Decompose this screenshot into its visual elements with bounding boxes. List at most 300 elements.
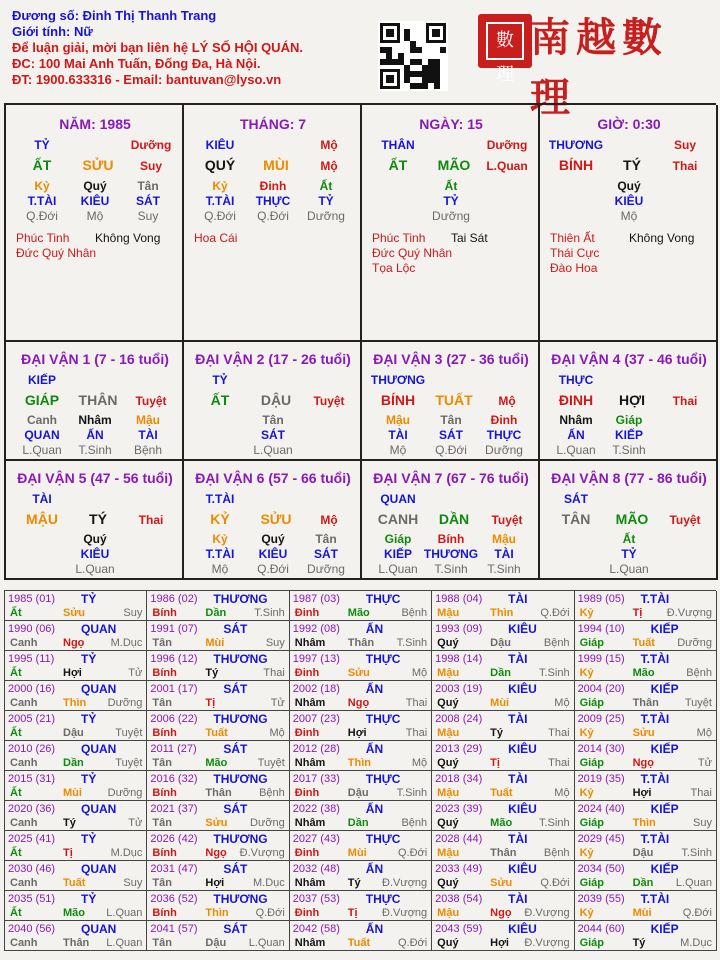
year-god: TÀI bbox=[508, 652, 528, 666]
year-god: SÁT bbox=[223, 682, 248, 696]
year-phase: Dưỡng bbox=[107, 697, 143, 709]
brand-logo: 南越數理 bbox=[530, 14, 668, 121]
year-god: ẤN bbox=[365, 682, 384, 696]
dai-van-cell bbox=[362, 342, 540, 461]
year-branch: Thìn bbox=[632, 817, 656, 829]
year-phase: Suy bbox=[692, 817, 712, 829]
year-cell bbox=[575, 711, 717, 741]
year-phase: L.Quan bbox=[675, 877, 712, 889]
year-label: 1996 (12) bbox=[150, 653, 198, 665]
star-right: Tai Sát bbox=[451, 231, 488, 245]
year-god: TỶ bbox=[81, 832, 97, 846]
year-branch: Tý bbox=[490, 727, 504, 739]
hidden-god: THỰC bbox=[486, 428, 522, 442]
hidden-god: TỶ bbox=[443, 194, 459, 208]
dai-van-god: THƯƠNG bbox=[370, 373, 426, 387]
year-phase: Tuyệt bbox=[115, 727, 143, 739]
hidden-phase: Bệnh bbox=[133, 443, 163, 457]
year-phase: Đ.Vượng bbox=[239, 847, 285, 859]
year-cell bbox=[575, 831, 717, 861]
year-cell bbox=[147, 711, 289, 741]
year-branch: Dậu bbox=[490, 637, 511, 649]
year-god: THỰC bbox=[365, 712, 401, 726]
dai-van-cell bbox=[6, 461, 184, 580]
year-stem: Bính bbox=[152, 847, 177, 859]
earthly-branch: SỬU bbox=[82, 157, 114, 173]
year-label: 2041 (57) bbox=[150, 923, 198, 935]
year-god: KIÊU bbox=[508, 862, 537, 876]
header-line: ĐT: 1900.633316 - Email: bantuvan@lyso.vn bbox=[12, 72, 282, 87]
year-phase: Tuyệt bbox=[115, 757, 143, 769]
year-god: T.TÀI bbox=[640, 832, 670, 846]
year-god: KIÊU bbox=[508, 622, 537, 636]
pillar-title: NGÀY: 15 bbox=[419, 116, 483, 132]
hidden-god: ẤN bbox=[567, 428, 585, 442]
year-label: 1997 (13) bbox=[292, 653, 340, 665]
year-cell bbox=[290, 741, 432, 771]
year-phase: Thai bbox=[405, 727, 428, 739]
star-left: Thái Cực bbox=[550, 246, 600, 260]
hidden-stem: Bính bbox=[437, 532, 465, 546]
hidden-stem: Tân bbox=[262, 413, 284, 427]
year-cell bbox=[290, 651, 432, 681]
year-cell bbox=[290, 831, 432, 861]
year-phase: Mộ bbox=[696, 727, 712, 739]
year-branch: Thìn bbox=[347, 757, 371, 769]
dai-van-stem: BÍNH bbox=[380, 392, 416, 408]
year-branch: Dậu bbox=[347, 787, 369, 799]
dai-van-title: ĐẠI VẬN 1 (7 - 16 tuổi) bbox=[21, 351, 169, 367]
chart-header bbox=[0, 0, 720, 121]
year-stem: Nhâm bbox=[294, 757, 326, 769]
dai-van-branch: DẦN bbox=[438, 511, 470, 527]
year-god: TÀI bbox=[508, 892, 528, 906]
year-god: TỶ bbox=[81, 592, 97, 606]
hidden-phase: Q.Đới bbox=[204, 209, 236, 223]
year-stem: Nhâm bbox=[294, 937, 326, 949]
hidden-god: KIÊU bbox=[80, 547, 110, 561]
year-god: TỶ bbox=[81, 712, 97, 726]
year-label: 2018 (34) bbox=[435, 773, 483, 785]
year-label: 2012 (28) bbox=[292, 743, 340, 755]
hidden-stem: Ất bbox=[319, 179, 333, 193]
year-label: 2013 (29) bbox=[435, 743, 483, 755]
year-god: KIẾP bbox=[650, 682, 679, 696]
dai-van-branch: TUẤT bbox=[435, 392, 473, 408]
year-cell bbox=[147, 771, 289, 801]
year-label: 2003 (19) bbox=[435, 683, 483, 695]
hidden-stem: Ất bbox=[444, 179, 458, 193]
year-god: THƯƠNG bbox=[213, 772, 268, 786]
hidden-phase: Dưỡng bbox=[307, 562, 345, 576]
year-label: 1991 (07) bbox=[150, 623, 198, 635]
year-god: KIÊU bbox=[508, 742, 537, 756]
year-stem: Mậu bbox=[437, 727, 460, 739]
star-right: Không Vong bbox=[629, 231, 695, 245]
qr-code bbox=[378, 21, 448, 91]
year-branch: Mão bbox=[63, 907, 85, 919]
dai-van-phase: Mộ bbox=[498, 394, 516, 408]
pillar-god: THÂN bbox=[381, 138, 415, 152]
year-stem: Giáp bbox=[579, 637, 605, 649]
year-phase: M.Dục bbox=[253, 877, 285, 889]
year-stem: Ất bbox=[10, 847, 22, 859]
year-branch: Dần bbox=[205, 607, 227, 619]
year-stem: Canh bbox=[10, 937, 38, 949]
year-branch: Ngọ bbox=[632, 757, 654, 769]
year-cell bbox=[147, 621, 289, 651]
year-phase: Thai bbox=[263, 667, 285, 679]
year-god: QUAN bbox=[81, 922, 117, 936]
year-stem: Canh bbox=[10, 637, 38, 649]
year-branch: Sửu bbox=[490, 877, 513, 889]
year-cell bbox=[290, 591, 432, 621]
year-god: KIẾP bbox=[650, 862, 679, 876]
year-branch: Mùi bbox=[490, 697, 510, 709]
hidden-phase: Dưỡng bbox=[307, 209, 345, 223]
year-label: 2016 (32) bbox=[150, 773, 198, 785]
year-cell bbox=[290, 621, 432, 651]
year-stem: Kỷ bbox=[579, 907, 594, 919]
year-branch: Tý bbox=[63, 817, 76, 829]
year-cell bbox=[147, 861, 289, 891]
dai-van-phase: Tuyệt bbox=[135, 394, 167, 408]
dai-van-title: ĐẠI VẬN 2 (17 - 26 tuổi) bbox=[195, 351, 351, 367]
dai-van-title: ĐẠI VẬN 4 (37 - 46 tuổi) bbox=[551, 351, 707, 367]
year-branch: Sửu bbox=[205, 817, 228, 829]
dai-van-stem: MẬU bbox=[26, 511, 58, 527]
hidden-god: KIÊU bbox=[258, 547, 288, 561]
year-god: THỰC bbox=[365, 592, 401, 606]
dai-van-title: ĐẠI VẬN 3 (27 - 36 tuổi) bbox=[373, 351, 529, 367]
pillar-phase-top: Dưỡng bbox=[130, 138, 172, 152]
hidden-god: TÀI bbox=[388, 428, 408, 442]
header-line: Giới tính: Nữ bbox=[12, 24, 93, 39]
year-phase: Đ.Vượng bbox=[524, 937, 570, 949]
star-left: Tọa Lộc bbox=[372, 261, 416, 275]
year-label: 2005 (21) bbox=[8, 713, 56, 725]
year-stem: Tân bbox=[152, 817, 172, 829]
hidden-god: TỶ bbox=[318, 194, 334, 208]
year-branch: Tuất bbox=[490, 787, 513, 799]
hidden-phase: L.Quan bbox=[378, 562, 418, 576]
year-branch: Mùi bbox=[347, 847, 367, 859]
dai-van-god: QUAN bbox=[380, 492, 416, 506]
hidden-stem: Mậu bbox=[386, 413, 410, 427]
hidden-god: THƯƠNG bbox=[423, 547, 479, 561]
year-god: QUAN bbox=[81, 742, 117, 756]
year-cell bbox=[290, 771, 432, 801]
year-phase: Đ.Vượng bbox=[524, 907, 570, 919]
year-branch: Thân bbox=[63, 937, 90, 949]
dai-van-cell bbox=[6, 342, 184, 461]
year-stem: Giáp bbox=[579, 817, 605, 829]
year-phase: Q.Đới bbox=[255, 907, 285, 919]
year-branch: Sửu bbox=[632, 727, 655, 739]
dai-van-stem: ẤT bbox=[210, 392, 230, 408]
year-stem: Ất bbox=[10, 787, 22, 799]
year-branch: Mão bbox=[347, 607, 370, 619]
year-god: TÀI bbox=[508, 592, 528, 606]
year-label: 2033 (49) bbox=[435, 863, 483, 875]
star-left: Phúc Tinh bbox=[16, 231, 70, 245]
year-phase: Tử bbox=[128, 817, 143, 829]
year-cell bbox=[147, 681, 289, 711]
year-stem: Nhâm bbox=[294, 877, 326, 889]
year-branch: Tị bbox=[490, 757, 500, 769]
year-phase: Bệnh bbox=[686, 667, 712, 679]
year-label: 2014 (30) bbox=[577, 743, 625, 755]
annual-luck-table bbox=[4, 590, 716, 951]
dai-van-cell bbox=[362, 461, 540, 580]
year-phase: Tử bbox=[128, 667, 143, 679]
year-label: 2020 (36) bbox=[8, 803, 56, 815]
year-branch: Mùi bbox=[632, 907, 652, 919]
star-left: Đức Quý Nhân bbox=[16, 246, 97, 260]
year-phase: Q.Đới bbox=[540, 877, 570, 889]
year-stem: Mậu bbox=[437, 607, 460, 619]
hidden-god: SÁT bbox=[439, 428, 463, 442]
year-stem: Ất bbox=[10, 907, 22, 919]
year-stem: Đinh bbox=[294, 727, 320, 739]
year-god: TÀI bbox=[508, 772, 528, 786]
year-god: THỰC bbox=[365, 892, 401, 906]
year-phase: Tử bbox=[270, 697, 285, 709]
year-cell bbox=[575, 741, 717, 771]
year-stem: Đinh bbox=[294, 607, 320, 619]
year-label: 2024 (40) bbox=[577, 803, 625, 815]
year-phase: L.Quan bbox=[106, 907, 143, 919]
year-god: THƯƠNG bbox=[213, 652, 268, 666]
hidden-phase: Mộ bbox=[620, 209, 638, 223]
dai-van-phase: Tuyệt bbox=[669, 513, 701, 527]
year-stem: Kỷ bbox=[579, 847, 594, 859]
year-phase: Mộ bbox=[411, 667, 428, 679]
year-phase: Bệnh bbox=[259, 787, 285, 799]
year-cell bbox=[432, 831, 574, 861]
year-god: THƯƠNG bbox=[213, 592, 268, 606]
year-phase: Thai bbox=[690, 787, 712, 799]
hidden-phase: L.Quan bbox=[75, 562, 115, 576]
year-branch: Tuất bbox=[632, 637, 655, 649]
year-branch: Thân bbox=[632, 697, 659, 709]
hidden-phase: L.Quan bbox=[556, 443, 596, 457]
hidden-god: THỰC bbox=[255, 194, 291, 208]
year-phase: Suy bbox=[123, 877, 143, 889]
dai-van-god: THỰC bbox=[558, 373, 594, 387]
year-phase: Đ.Vượng bbox=[382, 907, 428, 919]
hidden-phase: L.Quan bbox=[22, 443, 62, 457]
dai-van-god: TÀI bbox=[32, 492, 52, 506]
year-branch: Mão bbox=[632, 667, 655, 679]
hidden-god: KIÊU bbox=[614, 194, 644, 208]
year-label: 2035 (51) bbox=[8, 893, 56, 905]
year-branch: Mùi bbox=[63, 787, 82, 799]
year-god: THƯƠNG bbox=[213, 712, 268, 726]
heavenly-stem: ẤT bbox=[388, 157, 408, 173]
year-label: 2037 (53) bbox=[292, 893, 340, 905]
year-god: KIẾP bbox=[650, 922, 679, 936]
year-cell bbox=[147, 651, 289, 681]
year-cell bbox=[147, 741, 289, 771]
year-label: 1995 (11) bbox=[8, 653, 55, 665]
year-cell bbox=[575, 621, 717, 651]
dai-van-cell bbox=[184, 342, 362, 461]
year-cell bbox=[432, 651, 574, 681]
year-label: 2010 (26) bbox=[8, 743, 56, 755]
hidden-phase: Q.Đới bbox=[257, 562, 289, 576]
dai-van-stem: CANH bbox=[377, 511, 419, 527]
pillar-phase-top: Suy bbox=[673, 138, 697, 152]
dai-van-title: ĐẠI VẬN 6 (57 - 66 tuổi) bbox=[195, 470, 351, 486]
pillar-phase: L.Quan bbox=[486, 159, 528, 173]
year-label: 2009 (25) bbox=[577, 713, 625, 725]
dai-van-stem: TÂN bbox=[561, 511, 591, 527]
year-label: 1998 (14) bbox=[435, 653, 483, 665]
year-god: THỰC bbox=[365, 652, 401, 666]
hidden-god: T.TÀI bbox=[205, 194, 235, 208]
pillar-title: NĂM: 1985 bbox=[59, 116, 131, 132]
year-phase: Dưỡng bbox=[250, 817, 285, 829]
year-cell bbox=[147, 891, 289, 921]
year-label: 2001 (17) bbox=[150, 683, 198, 695]
year-branch: Tuất bbox=[205, 727, 228, 739]
year-stem: Nhâm bbox=[294, 817, 326, 829]
year-branch: Hợi bbox=[205, 877, 225, 889]
pillar-phase-top: Mộ bbox=[320, 138, 338, 152]
year-cell bbox=[5, 801, 147, 831]
year-god: TÀI bbox=[508, 712, 528, 726]
earthly-branch: MÙI bbox=[263, 157, 289, 173]
year-god: QUAN bbox=[81, 862, 117, 876]
year-god: KIẾP bbox=[650, 742, 679, 756]
heavenly-stem: ẤT bbox=[32, 157, 52, 173]
year-god: TỶ bbox=[81, 892, 97, 906]
year-stem: Tân bbox=[152, 937, 172, 949]
year-stem: Nhâm bbox=[294, 697, 326, 709]
year-cell bbox=[290, 801, 432, 831]
year-phase: M.Dục bbox=[680, 937, 712, 949]
year-stem: Giáp bbox=[579, 757, 605, 769]
year-label: 1985 (01) bbox=[8, 593, 56, 605]
hidden-stem: Kỷ bbox=[34, 179, 50, 193]
year-label: 2031 (47) bbox=[150, 863, 198, 875]
dai-van-cell bbox=[540, 461, 718, 580]
year-cell bbox=[5, 711, 147, 741]
dai-van-stem: ĐINH bbox=[558, 392, 594, 408]
year-label: 2040 (56) bbox=[8, 923, 56, 935]
hidden-stem: Ất bbox=[622, 532, 636, 546]
dai-van-phase: Thai bbox=[672, 394, 698, 408]
year-god: T.TÀI bbox=[640, 772, 670, 786]
year-god: TÀI bbox=[508, 832, 528, 846]
year-cell bbox=[575, 771, 717, 801]
year-cell bbox=[432, 681, 574, 711]
year-phase: M.Dục bbox=[110, 637, 143, 649]
year-stem: Quý bbox=[437, 877, 459, 889]
year-stem: Tân bbox=[152, 877, 172, 889]
year-branch: Ngọ bbox=[63, 637, 85, 649]
year-label: 2008 (24) bbox=[435, 713, 483, 725]
dai-van-phase: Tuyệt bbox=[313, 394, 345, 408]
year-stem: Quý bbox=[437, 757, 459, 769]
hidden-god: SÁT bbox=[261, 428, 285, 442]
hidden-phase: T.Sinh bbox=[434, 562, 468, 576]
year-label: 2044 (60) bbox=[577, 923, 625, 935]
year-label: 2000 (16) bbox=[8, 683, 56, 695]
year-branch: Hợi bbox=[63, 667, 82, 679]
year-label: 2039 (55) bbox=[577, 893, 625, 905]
year-god: SÁT bbox=[223, 862, 248, 876]
hidden-stem: Tân bbox=[137, 179, 159, 193]
pillar-phase: Suy bbox=[139, 159, 163, 173]
year-cell bbox=[5, 831, 147, 861]
year-cell bbox=[290, 891, 432, 921]
dai-van-grid bbox=[4, 342, 716, 580]
year-stem: Bính bbox=[152, 907, 177, 919]
year-branch: Thìn bbox=[490, 607, 514, 619]
year-cell bbox=[432, 891, 574, 921]
year-label: 1987 (03) bbox=[292, 593, 340, 605]
year-cell bbox=[432, 861, 574, 891]
year-label: 1994 (10) bbox=[577, 623, 625, 635]
hidden-stem: Tân bbox=[315, 532, 337, 546]
hidden-god: TÀI bbox=[138, 428, 158, 442]
star-left: Hoa Cái bbox=[194, 231, 238, 245]
hidden-stem: Đinh bbox=[490, 413, 518, 427]
dai-van-branch: HỢI bbox=[619, 392, 645, 408]
year-phase: Mộ bbox=[411, 757, 428, 769]
year-cell bbox=[5, 771, 147, 801]
year-god: KIÊU bbox=[508, 682, 537, 696]
year-label: 2027 (43) bbox=[292, 833, 340, 845]
hidden-stem: Quý bbox=[261, 532, 285, 546]
year-label: 2043 (59) bbox=[435, 923, 483, 935]
year-phase: Thai bbox=[405, 697, 428, 709]
dai-van-god: T.TÀI bbox=[205, 492, 235, 506]
pillar-god: KIÊU bbox=[205, 138, 235, 152]
year-god: QUAN bbox=[81, 622, 117, 636]
year-stem: Canh bbox=[10, 757, 38, 769]
year-god: T.TÀI bbox=[640, 712, 670, 726]
year-label: 2015 (31) bbox=[8, 773, 56, 785]
year-stem: Kỷ bbox=[579, 727, 594, 739]
hidden-god: KIẾP bbox=[383, 547, 413, 561]
year-cell bbox=[432, 771, 574, 801]
year-label: 2004 (20) bbox=[577, 683, 625, 695]
year-branch: Tuất bbox=[63, 877, 86, 889]
year-label: 2029 (45) bbox=[577, 833, 625, 845]
year-stem: Ất bbox=[10, 607, 22, 619]
four-pillars-grid bbox=[4, 103, 716, 342]
hidden-god: SÁT bbox=[136, 194, 160, 208]
year-stem: Bính bbox=[152, 727, 177, 739]
hidden-god: ẤN bbox=[86, 428, 104, 442]
year-stem: Đinh bbox=[294, 667, 320, 679]
star-left: Đào Hoa bbox=[550, 261, 598, 275]
year-god: SÁT bbox=[223, 742, 248, 756]
year-phase: Thai bbox=[548, 757, 570, 769]
hidden-god: SÁT bbox=[314, 547, 338, 561]
year-stem: Tân bbox=[152, 637, 172, 649]
year-god: T.TÀI bbox=[640, 652, 670, 666]
year-stem: Quý bbox=[437, 637, 459, 649]
year-label: 2038 (54) bbox=[435, 893, 483, 905]
year-stem: Đinh bbox=[294, 847, 320, 859]
hidden-stem: Canh bbox=[27, 413, 57, 427]
dai-van-phase: Tuyệt bbox=[491, 513, 523, 527]
year-phase: Thai bbox=[548, 727, 570, 739]
